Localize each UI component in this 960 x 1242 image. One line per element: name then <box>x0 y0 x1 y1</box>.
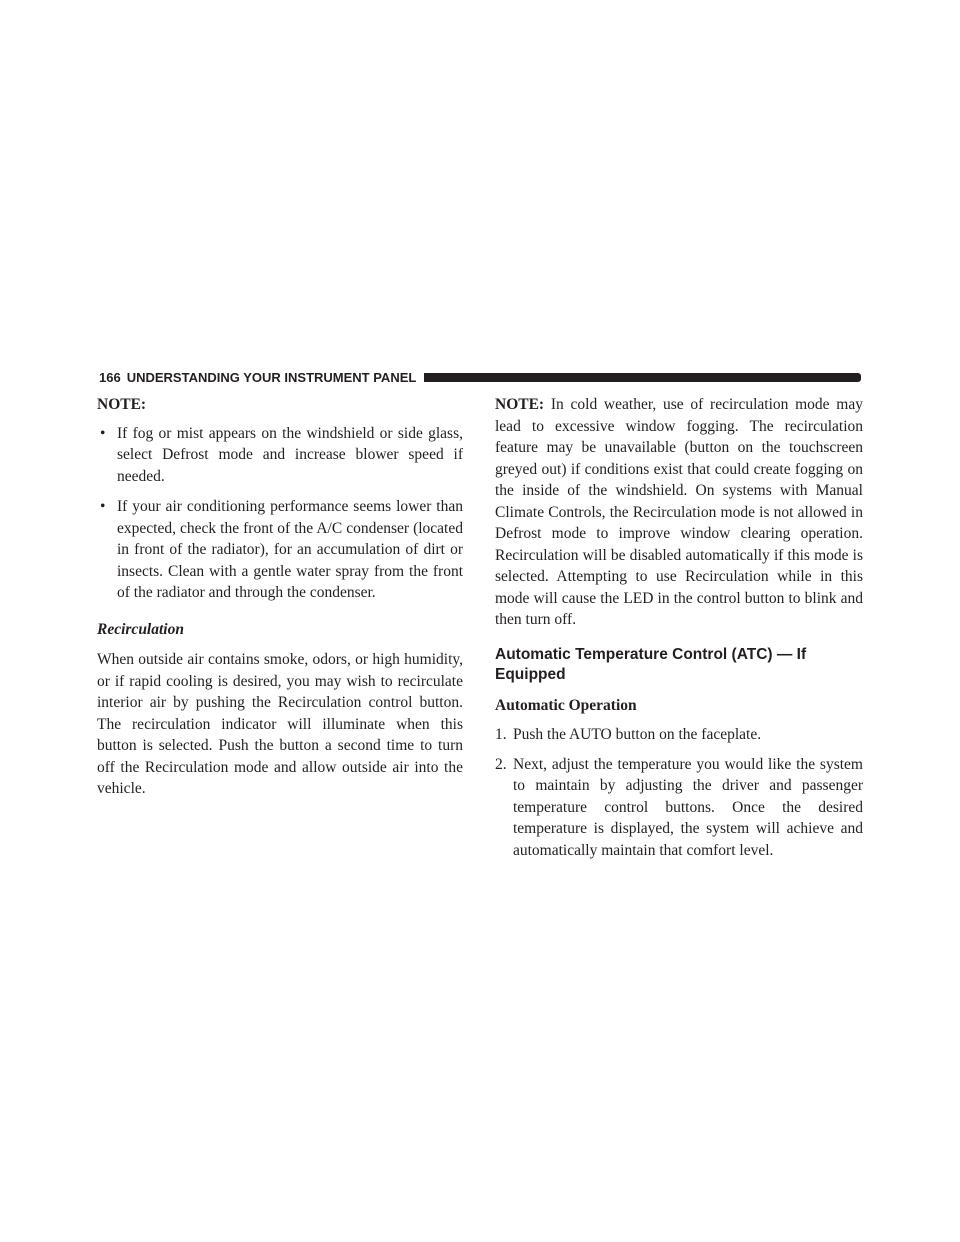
automatic-operation-heading: Automatic Operation <box>495 696 637 714</box>
bullet-text: If fog or mist appears on the windshield or side glass, select Defrost mode and increase blower speed if needed. <box>117 424 463 485</box>
note-text: In cold weather, use of recirculation mode may lead to excessive window fogging. The recirculation feature may be unavailable (button on the touchscreen greyed out) if conditions exist that could create fogging on the inside of the windshield. On systems with Manual Climate Controls, the Recirculation mode is not allowed in Defrost mode to improve window clearing operation. Recirculation will be disabled automatically if this mode is selected. Attempting to use Recirculation while in this mode will cause the LED in the control button to blink and then turn off. <box>495 396 863 628</box>
step-text: Push the AUTO button on the faceplate. <box>513 726 762 743</box>
bullet-item <box>97 496 463 604</box>
note-label: NOTE: <box>97 396 147 413</box>
recirculation-paragraph: When outside air contains smoke, odors, or high humidity, or if rapid cooling is desired, you may wish to recirculate interior air by pushing the Recirculation control button. The recirculation indicator will illuminate when this button is selected. Push the button a second time to turn off the Recirculation mode and allow outside air into the vehicle. <box>97 651 463 797</box>
bullet-text: If your air conditioning performance seems lower than expected, check the front of the A/C condenser (located in front of the radiator), for an accumulation of dirt or insects. Clean with a gentle water spray from the front of the radiator and through the condenser. <box>117 498 463 601</box>
step-item <box>495 754 863 862</box>
note-label: NOTE: <box>495 396 545 413</box>
recirculation-heading: Recirculation <box>97 620 184 638</box>
step-item <box>495 724 863 746</box>
step-number: 2. <box>495 755 507 773</box>
left-column <box>97 394 463 800</box>
step-text: Next, adjust the temperature you would like the system to maintain by adjusting the driver and passenger temperature control buttons. Once the desired temperature is displayed, the system will achieve and automatically maintain that comfort level. <box>513 755 863 859</box>
bullet-icon: • <box>100 498 106 515</box>
right-column <box>495 394 863 869</box>
section-title: UNDERSTANDING YOUR INSTRUMENT PANEL <box>126 369 417 385</box>
header-rule <box>424 373 861 382</box>
page-number: 166 <box>99 369 121 385</box>
page-header <box>99 370 861 384</box>
bullet-item <box>97 423 463 488</box>
bullet-icon: • <box>100 424 106 442</box>
atc-heading: Automatic Temperature Control (ATC) — If Equipped <box>495 645 807 683</box>
step-number: 1. <box>495 726 507 743</box>
note-paragraph <box>495 394 863 631</box>
